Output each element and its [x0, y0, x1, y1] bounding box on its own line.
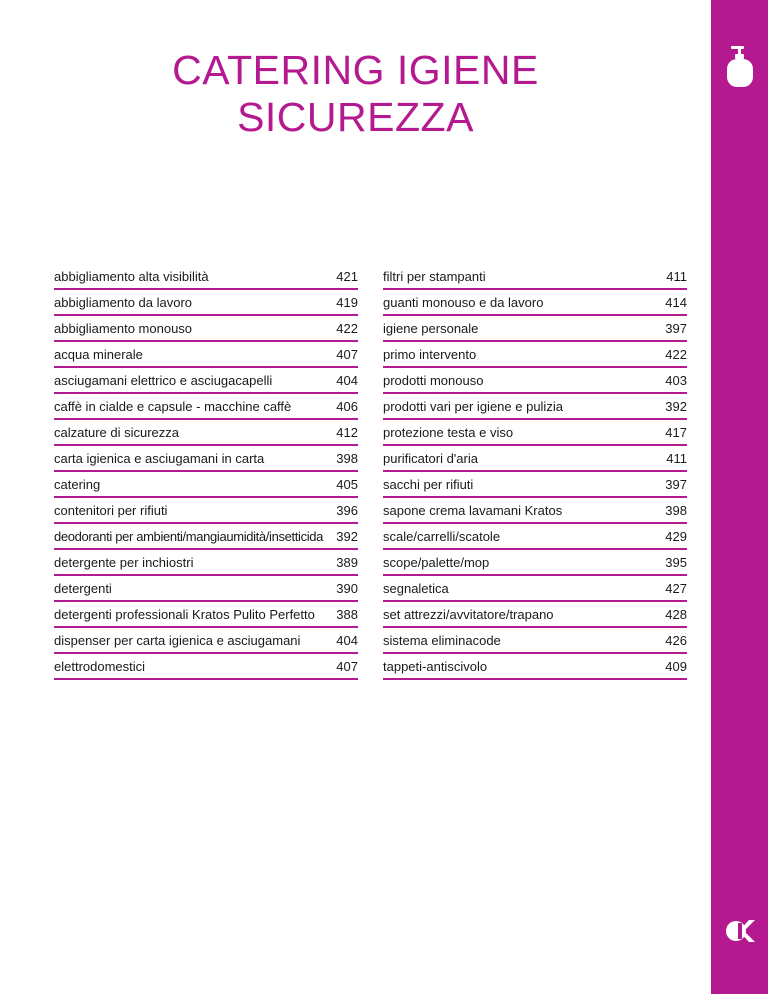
index-label: caffè in cialde e capsule - macchine caffè — [54, 399, 292, 414]
index-row[interactable] — [383, 446, 687, 472]
soap-bottle-icon — [726, 44, 754, 88]
index-label: scope/palette/mop — [383, 555, 490, 570]
index-row[interactable] — [383, 576, 687, 602]
index-label: carta igienica e asciugamani in carta — [54, 451, 265, 466]
index-row[interactable] — [54, 420, 358, 446]
page-number: 406 — [336, 399, 358, 414]
page-number: 417 — [665, 425, 687, 440]
index-label: guanti monouso e da lavoro — [383, 295, 544, 310]
page-number: 422 — [336, 321, 358, 336]
page-number: 427 — [665, 581, 687, 596]
index-row[interactable] — [54, 472, 358, 498]
index-row[interactable] — [54, 550, 358, 576]
index-row[interactable] — [383, 420, 687, 446]
index-row[interactable] — [54, 576, 358, 602]
index-row[interactable] — [383, 654, 687, 680]
index-row[interactable] — [383, 394, 687, 420]
index-row[interactable] — [383, 342, 687, 368]
index-row[interactable] — [54, 394, 358, 420]
index-row[interactable] — [54, 654, 358, 680]
index-label: contenitori per rifiuti — [54, 503, 168, 518]
page-number: 398 — [665, 503, 687, 518]
page-number: 397 — [665, 477, 687, 492]
index-row[interactable] — [383, 316, 687, 342]
section-sidebar — [711, 0, 768, 994]
page-number: 392 — [336, 529, 358, 544]
page-number: 388 — [336, 607, 358, 622]
index-row[interactable] — [54, 602, 358, 628]
page-number: 428 — [665, 607, 687, 622]
page-number: 411 — [666, 451, 687, 466]
page-number: 396 — [336, 503, 358, 518]
page-number: 414 — [665, 295, 687, 310]
page-number: 411 — [666, 269, 687, 284]
index-label: set attrezzi/avvitatore/trapano — [383, 607, 554, 622]
index-label: primo intervento — [383, 347, 477, 362]
index-label: protezione testa e viso — [383, 425, 514, 440]
page-number: 398 — [336, 451, 358, 466]
page-title — [0, 47, 711, 141]
page-number: 389 — [336, 555, 358, 570]
index-row[interactable] — [54, 446, 358, 472]
index-column-left — [54, 264, 358, 680]
index-label: asciugamani elettrico e asciugacapelli — [54, 373, 273, 388]
index-row[interactable] — [54, 290, 358, 316]
index-row[interactable] — [383, 498, 687, 524]
index-column-right — [383, 264, 687, 680]
page-number: 392 — [665, 399, 687, 414]
page-number: 404 — [336, 633, 358, 648]
index-label: detergente per inchiostri — [54, 555, 194, 570]
page-number: 419 — [336, 295, 358, 310]
index-label: filtri per stampanti — [383, 269, 486, 284]
index-label: scale/carrelli/scatole — [383, 529, 501, 544]
page-number: 421 — [336, 269, 358, 284]
page-number: 405 — [336, 477, 358, 492]
index-row[interactable] — [54, 498, 358, 524]
index-row[interactable] — [54, 368, 358, 394]
index-label: deodoranti per ambienti/mangiaumidità/insetticida — [54, 529, 324, 544]
index-label: prodotti vari per igiene e pulizia — [383, 399, 563, 414]
index-row[interactable] — [54, 342, 358, 368]
index-label: calzature di sicurezza — [54, 425, 179, 440]
index-label: acqua minerale — [54, 347, 143, 362]
index-label: catering — [54, 477, 101, 492]
index-label: tappeti-antiscivolo — [383, 659, 488, 674]
page-number: 395 — [665, 555, 687, 570]
index-row[interactable] — [54, 264, 358, 290]
brand-logo — [725, 918, 755, 944]
index-row[interactable] — [383, 524, 687, 550]
page-number: 412 — [336, 425, 358, 440]
title-line-2: SICUREZZA — [237, 94, 474, 140]
index-label: prodotti monouso — [383, 373, 484, 388]
index-label: sacchi per rifiuti — [383, 477, 474, 492]
index-row[interactable] — [383, 368, 687, 394]
title-line-1: CATERING IGIENE — [172, 47, 539, 93]
page-number: 397 — [665, 321, 687, 336]
index-row[interactable] — [54, 316, 358, 342]
index-label: abbigliamento alta visibilità — [54, 269, 209, 284]
page-number: 426 — [665, 633, 687, 648]
page-number: 403 — [665, 373, 687, 388]
index-label: abbigliamento monouso — [54, 321, 193, 336]
index-row[interactable] — [383, 290, 687, 316]
index-row[interactable] — [383, 602, 687, 628]
index-row[interactable] — [383, 264, 687, 290]
page-number: 390 — [336, 581, 358, 596]
index-label: dispenser per carta igienica e asciugamani — [54, 633, 301, 648]
index-label: segnaletica — [383, 581, 449, 596]
index-label: detergenti — [54, 581, 112, 596]
page-number: 429 — [665, 529, 687, 544]
page-number: 407 — [336, 347, 358, 362]
page-number: 409 — [665, 659, 687, 674]
index-row[interactable] — [383, 628, 687, 654]
index-row[interactable] — [54, 628, 358, 654]
index-label: elettrodomestici — [54, 659, 146, 674]
index-label: abbigliamento da lavoro — [54, 295, 193, 310]
index-label: detergenti professionali Kratos Pulito Perfetto — [54, 607, 315, 622]
page-number: 422 — [665, 347, 687, 362]
page-number: 404 — [336, 373, 358, 388]
index-row[interactable] — [54, 524, 358, 550]
index-label: sistema eliminacode — [383, 633, 501, 648]
page-number: 407 — [336, 659, 358, 674]
index-label: sapone crema lavamani Kratos — [383, 503, 563, 518]
index-row[interactable] — [383, 550, 687, 576]
index-row[interactable] — [383, 472, 687, 498]
index-label: purificatori d'aria — [383, 451, 478, 466]
index-label: igiene personale — [383, 321, 479, 336]
